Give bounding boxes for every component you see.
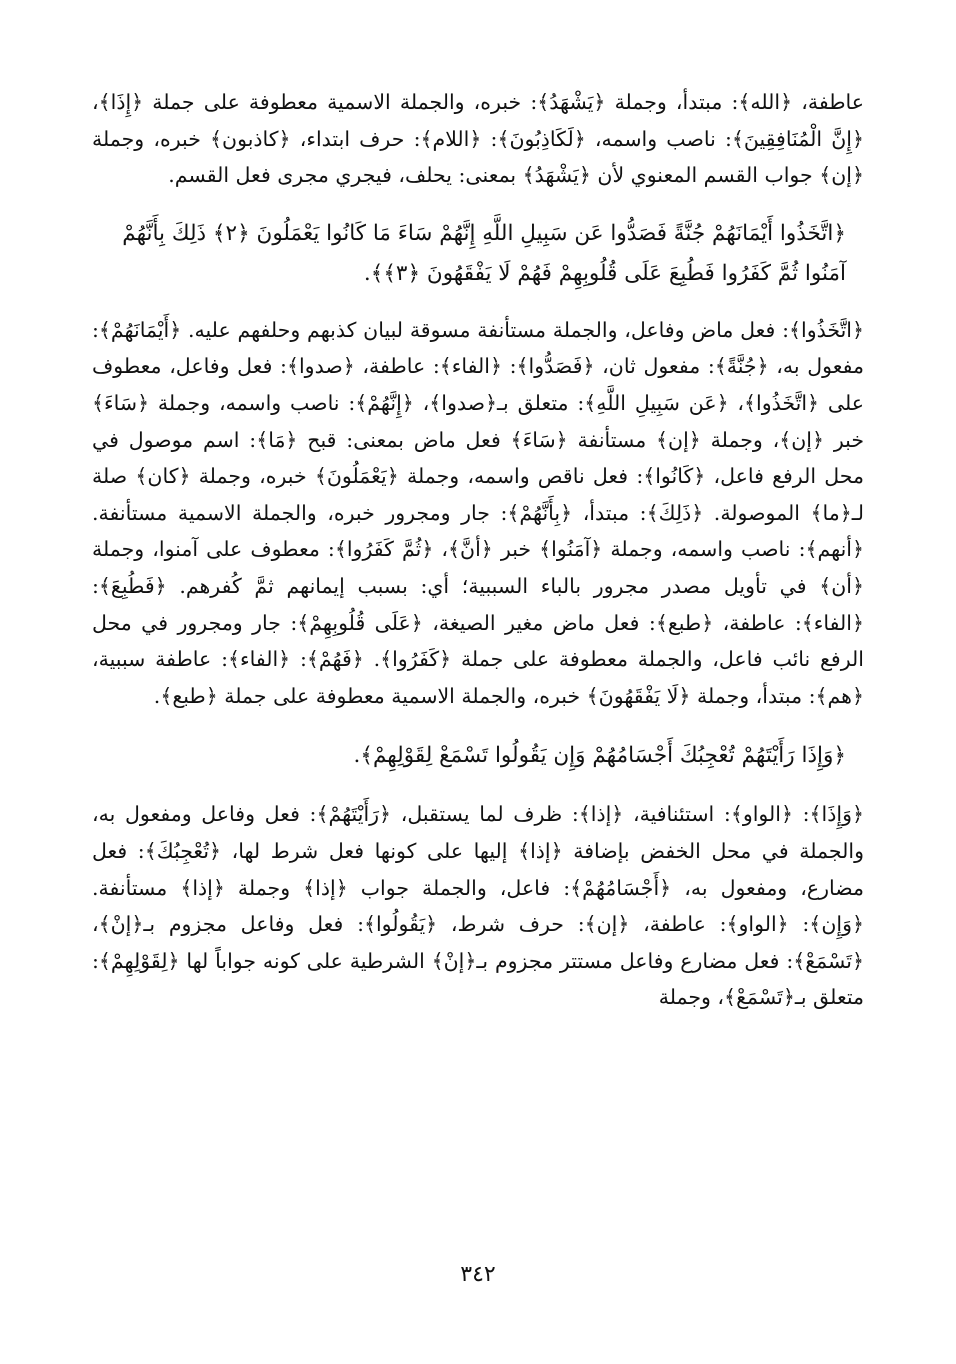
paragraph-2: ﴿اتَّخَذُوا﴾: فعل ماض وفاعل، والجملة مستأنفة مسوقة لبيان كذبهم وحلفهم عليه. ﴿أَيْمَانَهُمْ﴾: مفعول به، ﴿جُنَّةً﴾: مفعول ثان، ﴿فَصَدُّوا﴾: ﴿الفاء﴾: عاطفة، ﴿صدوا﴾: فعل وفاعل، معطوف على ﴿اتَّخَذُوا﴾، ﴿عَن سَبِيلِ اللَّهِ﴾: متعلق بـ﴿صدوا﴾، ﴿إِنَّهُمْ﴾: ناصب واسمه، وجملة ﴿سَاءَ﴾ خبر ﴿إن﴾، وجملة ﴿إن﴾ مستأنفة ﴿سَاءَ﴾ فعل ماض بمعنى: قبح ﴿مَا﴾: اسم موصول في محل الرفع فاعل، ﴿كَانُوا﴾: فعل ناقص واسمه، وجملة ﴿يَعْمَلُونَ﴾ خبره، وجملة ﴿كان﴾ صلة لـ﴿ما﴾ الموصولة. ﴿ذَلِكَ﴾: مبتدأ، ﴿بِأَنَّهُمْ﴾: جار ومجرور خبره، والجملة الاسمية مستأنفة. ﴿أنهم﴾: ناصب واسمه، وجملة ﴿آمَنُوا﴾ خبر ﴿أنَّ﴾، ﴿ثُمَّ كَفَرُوا﴾: معطوف على آمنوا، وجملة ﴿أن﴾ في تأويل مصدر مجرور بالباء السببية؛ أي: بسبب إيمانهم ثمَّ كُفرهم. ﴿فَطُبِعَ﴾: ﴿الفاء﴾: عاطفة، ﴿طبع﴾: فعل ماض مغير الصيغة، ﴿عَلَى قُلُوبِهِمْ﴾: جار ومجرور في محل الرفع نائب فاعل، والجملة معطوفة على جملة ﴿كَفَرُوا﴾. ﴿فَهُمْ﴾: ﴿الفاء﴾: عاطفة سببية، ﴿هم﴾: مبتدأ، وجملة ﴿لَا يَفْقَهُونَ﴾ خبره، والجملة الاسمية معطوفة على جملة ﴿طبع﴾. [92, 317, 864, 708]
paragraph-3: ﴿وَإِذَا﴾: ﴿الواو﴾: استئنافية، ﴿إذا﴾: ظرف لما يستقبل، ﴿رَأَيْتَهُمْ﴾: فعل وفاعل ومفعول به، والجملة في محل الخفض بإضافة ﴿إذا﴾ إليها على كونها فعل شرط لها، ﴿تُعْجِبُكَ﴾: فعل مضارع، ومفعول به، ﴿أَجْسَامُهُمْ﴾: فاعل، والجملة جواب ﴿إذا﴾ وجملة ﴿إذا﴾ مستأنفة. ﴿وَإِن﴾: ﴿الواو﴾: عاطفة، ﴿إن﴾: حرف شرط، ﴿يَقُولُوا﴾: فعل وفاعل مجزوم بـ﴿إنْ﴾، ﴿تَسْمَعْ﴾: فعل مضارع وفاعل مستتر مجزوم بـ﴿إنْ﴾ الشرطية على كونه جواباً لها ﴿لِقَوْلِهِمْ﴾: متعلق بـ﴿تَسْمَعْ﴾، وجملة [92, 802, 864, 1010]
paragraph-1: عاطفة، ﴿الله﴾: مبتدأ، وجملة ﴿يَشْهَدُ﴾: خبره، والجملة الاسمية معطوفة على جملة ﴿إِذَا﴾، ﴿إِنَّ الْمُنَافِقِينَ﴾: ناصب واسمه، ﴿لَكَاذِبُونَ﴾: ﴿اللام﴾: حرف ابتداء، ﴿كاذبون﴾ خبره، وجملة ﴿إن﴾ جواب القسم المعنوي لأن ﴿يَشْهَدُ﴾ بمعنى: يحلف، فيجري مجرى فعل القسم. [92, 90, 864, 188]
quran-verse-2: ﴿وَإِذَا رَأَيْتَهُمْ تُعْجِبُكَ أَجْسَامُهُمْ وَإِن يَقُولُوا تَسْمَعْ لِقَوْلِهِمْ﴾. [353, 743, 846, 769]
quran-verse-1: ﴿اتَّخَذُوا أَيْمَانَهُمْ جُنَّةً فَصَدُّوا عَن سَبِيلِ اللَّهِ إِنَّهُمْ سَاءَ مَا كَانُوا يَعْمَلُونَ ﴿٢﴾ ذَلِكَ بِأَنَّهُمْ آمَنُوا ثُمَّ كَفَرُوا فَطُبِعَ عَلَى قُلُوبِهِمْ فَهُمْ لَا يَفْقَهُونَ ﴿٣﴾﴾. [122, 220, 846, 286]
page-number: ٣٤٢ [460, 1262, 496, 1287]
